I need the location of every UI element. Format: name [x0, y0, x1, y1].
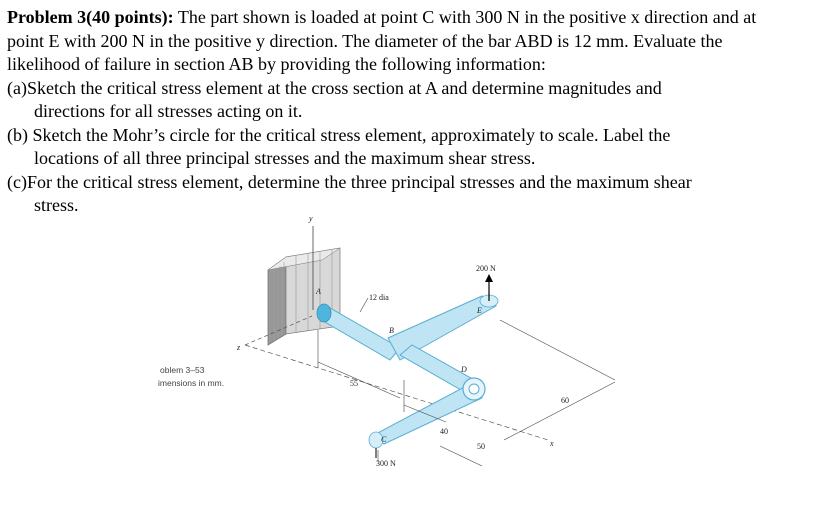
part-c-line-2: stress. — [34, 195, 79, 215]
part-figure — [0, 205, 825, 530]
label-x: x — [550, 439, 554, 448]
label-c: C — [381, 435, 387, 444]
caption-line-1: oblem 3–53 — [160, 365, 205, 375]
bar-end-a — [317, 304, 331, 322]
intro-line-2: point E with 200 N in the positive y direction. The diameter of the bar ABD is 12 mm. Evaluate the — [7, 30, 723, 51]
problem-header: Problem 3(40 points): — [7, 7, 174, 27]
intro-line-3: likelihood of failure in section AB by providing the following information: — [7, 54, 546, 74]
part-b-line-1: (b) Sketch the Mohr’s circle for the critical stress element, approximately to scale. Label the — [7, 124, 671, 145]
label-dim-50: 50 — [477, 442, 485, 451]
part-c-line-1: (c)For the critical stress element, determine the three principal stresses and the maximum shear — [7, 171, 692, 192]
label-z: z — [237, 343, 241, 352]
label-dim-55: 55 — [350, 379, 358, 388]
arm-c — [369, 378, 485, 448]
label-dim-60: 60 — [561, 396, 569, 405]
arm-de — [388, 295, 498, 360]
part-b-line-2: locations of all three principal stresses and the maximum shear stress. — [34, 148, 536, 168]
bar-abd — [317, 304, 400, 360]
label-b: B — [389, 326, 394, 335]
label-diameter: 12 dia — [369, 293, 389, 302]
label-d: D — [461, 365, 467, 374]
label-y: y — [309, 214, 313, 223]
label-force-e: 200 N — [476, 264, 496, 273]
label-dim-40: 40 — [440, 427, 448, 436]
part-a-line-2: directions for all stresses acting on it. — [34, 101, 303, 121]
wall — [268, 214, 340, 345]
figure-caption — [158, 365, 224, 388]
label-a: A — [316, 287, 321, 296]
intro-line-1: Problem 3(40 points): The part shown is loaded at point C with 300 N in the positive x direction and at — [7, 7, 757, 27]
label-force-c: 300 N — [376, 459, 396, 468]
problem-statement — [7, 6, 819, 218]
caption-line-2: imensions in mm. — [158, 378, 225, 388]
part-a-line-1: (a)Sketch the critical stress element at the cross section at A and determine magnitudes and — [7, 77, 662, 98]
label-e: E — [477, 306, 482, 315]
